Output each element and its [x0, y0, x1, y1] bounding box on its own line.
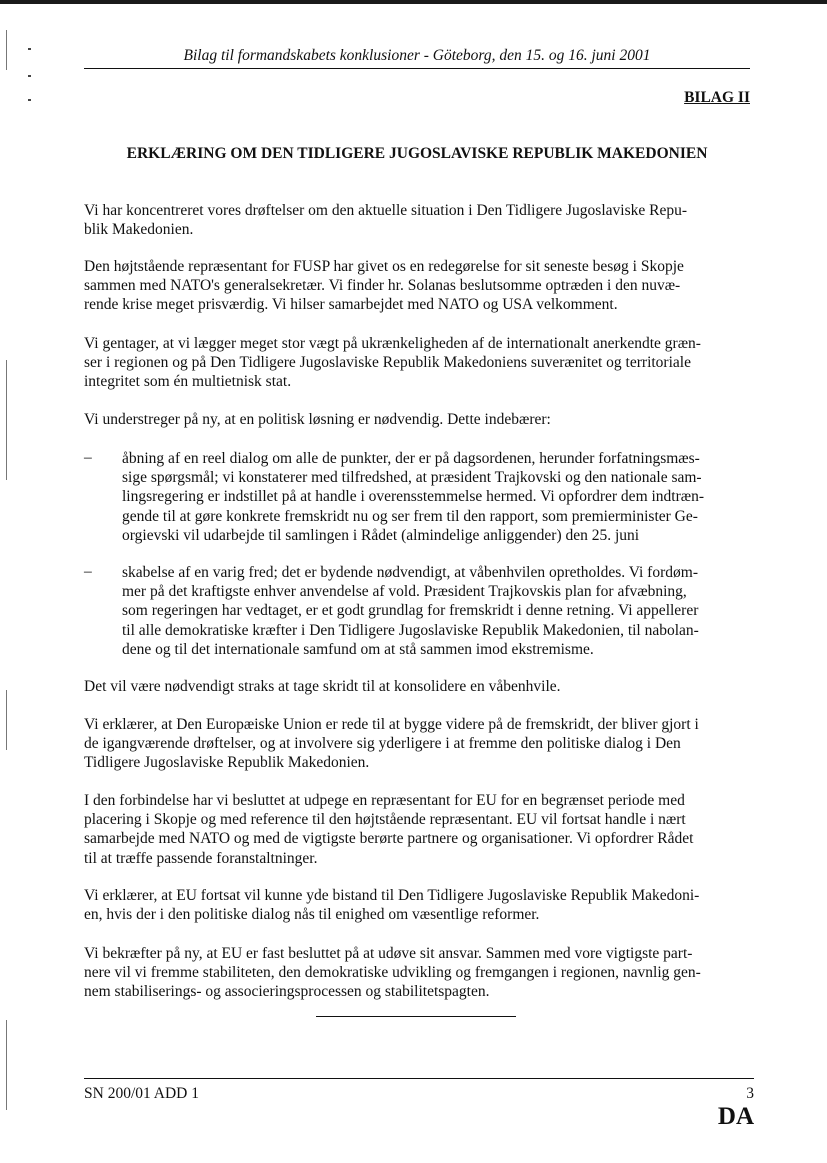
annex-label: BILAG II — [684, 89, 750, 106]
document-reference: SN 200/01 ADD 1 — [84, 1085, 199, 1102]
text-line: samarbejde med NATO og med de vigtigste berørte partnere og organisationer. Vi opfordrer Rådet — [84, 830, 694, 848]
text-line: Vi understreger på ny, at en politisk løsning er nødvendig. Dette indebærer: — [84, 411, 551, 428]
text-line: lingsregering er indstillet på at handle i overensstemmelse hermed. Vi opfordrer dem indtræn- — [122, 488, 705, 506]
paragraph — [84, 257, 750, 315]
language-code: DA — [717, 1103, 754, 1130]
paragraph — [84, 791, 750, 868]
text-line: blik Makedonien. — [84, 221, 194, 239]
scan-speck — [28, 75, 31, 77]
scan-margin-mark — [6, 1020, 7, 1110]
text-line: rende krise meget prisværdig. Vi hilser samarbejdet med NATO og USA velkomment. — [84, 296, 618, 314]
scan-top-edge — [0, 0, 827, 4]
footer-rule — [84, 1078, 754, 1079]
text-line: Vi har koncentreret vores drøftelser om den aktuelle situation i Den Tidligere Jugoslaviske Repu- — [84, 202, 687, 219]
text-line: en, hvis der i den politiske dialog nås til enighed om væsentlige reformer. — [84, 906, 540, 924]
text-line: til alle demokratiske kræfter i Den Tidligere Jugoslaviske Republik Makedonien, til nabolan- — [122, 621, 699, 639]
scan-margin-mark — [6, 30, 7, 70]
text-line: Vi bekræfter på ny, at EU er fast besluttet på at udøve sit ansvar. Sammen med vore vigtigste part- — [84, 945, 693, 962]
paragraph — [84, 201, 750, 239]
text-line: sige spørgsmål; vi konstaterer med tilfredshed, at præsident Trajkovski og den nationale sam- — [122, 469, 702, 487]
scan-speck — [28, 48, 31, 50]
paragraph — [84, 677, 750, 696]
running-header: Bilag til formandskabets konklusioner - Göteborg, den 15. og 16. juni 2001 — [183, 47, 651, 64]
document-title: ERKLÆRING OM DEN TIDLIGERE JUGOSLAVISKE REPUBLIK MAKEDONIEN — [126, 145, 708, 162]
text-line: som regeringen har vedtaget, er et godt grundlag for fremskridt i denne retning. Vi appellerer — [122, 602, 699, 620]
text-line: placering i Skopje og med reference til den højtstående repræsentant. EU vil fortsat handle i nært — [84, 811, 686, 829]
closing-rule — [316, 1016, 516, 1017]
bullet-item — [122, 563, 750, 659]
text-line: sammen med NATO's generalsekretær. Vi finder hr. Solanas beslutsomme optræden i den nuvæ- — [84, 277, 681, 295]
page-number: 3 — [746, 1085, 754, 1102]
paragraph — [84, 410, 750, 429]
paragraph — [84, 715, 750, 773]
bullet-dash: – — [84, 563, 92, 580]
text-line: nem stabiliserings- og associeringsprocessen og stabilitetspagten. — [84, 983, 490, 1001]
paragraph — [84, 886, 750, 924]
text-line: I den forbindelse har vi besluttet at udpege en repræsentant for EU for en begrænset periode med — [84, 792, 685, 809]
text-line: Det vil være nødvendigt straks at tage skridt til at konsolidere en våbenhvile. — [84, 678, 561, 695]
text-line: åbning af en reel dialog om alle de punkter, der er på dagsordenen, herunder forfatningsmæs- — [122, 450, 700, 467]
text-line: skabelse af en varig fred; det er bydende nødvendigt, at våbenhvilen opretholdes. Vi fordøm- — [122, 564, 698, 581]
paragraph — [84, 944, 750, 1002]
text-line: Vi gentager, at vi lægger meget stor vægt på ukrænkeligheden af de internationalt anerkendte græn- — [84, 335, 701, 352]
text-line: nere vil vi fremme stabiliteten, den demokratiske udvikling og fremgangen i regionen, navnlig gen- — [84, 964, 701, 982]
text-line: til at træffe passende foranstaltninger. — [84, 849, 318, 867]
scan-speck — [28, 99, 31, 101]
text-line: dene og til det internationale samfund om at stå sammen imod ekstremisme. — [122, 640, 594, 658]
header-rule — [84, 68, 750, 69]
scan-margin-mark — [6, 360, 7, 480]
scan-margin-mark — [6, 690, 7, 750]
text-line: gende til at gøre konkrete fremskridt nu og ser frem til den rapport, som premierminister Ge- — [122, 507, 698, 525]
text-line: integritet som én multietnisk stat. — [84, 373, 292, 391]
text-line: Vi erklærer, at Den Europæiske Union er rede til at bygge videre på de fremskridt, der bliver gjort i — [84, 716, 699, 733]
text-line: ser i regionen og på Den Tidligere Jugoslaviske Republik Makedoniens suverænitet og territoriale — [84, 354, 691, 372]
text-line: Vi erklærer, at EU fortsat vil kunne yde bistand til Den Tidligere Jugoslaviske Republik Makedoni- — [84, 887, 700, 904]
bullet-item — [122, 449, 750, 545]
text-line: orgievski vil udarbejde til samlingen i Rådet (almindelige anliggender) den 25. juni — [122, 526, 640, 544]
text-line: de igangværende drøftelser, og at involvere sig yderligere i at fremme den politiske dialog i Den — [84, 735, 681, 753]
text-line: mer på det kraftigste enhver anvendelse af vold. Præsident Trajkovskis plan for afvæbning, — [122, 583, 687, 601]
text-line: Tidligere Jugoslaviske Republik Makedonien. — [84, 754, 370, 772]
paragraph — [84, 334, 750, 392]
text-line: Den højtstående repræsentant for FUSP har givet os en redegørelse for sit seneste besøg i Skopje — [84, 258, 684, 275]
bullet-dash: – — [84, 449, 92, 466]
